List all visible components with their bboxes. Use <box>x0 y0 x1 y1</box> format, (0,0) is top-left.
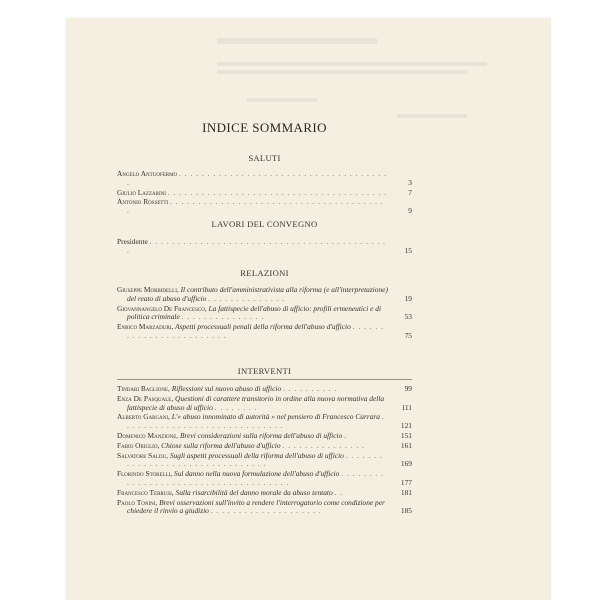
entry-author: Tindari Baglione, <box>117 384 170 393</box>
leader-dots: . . . . . . . . . . <box>283 384 338 393</box>
entry-page-number: 177 <box>400 477 412 487</box>
entry-title: Questioni di carattere transitorio in ordine alla nuova normativa della fattispecie di abuso di ufficio <box>127 393 385 412</box>
bleed-through <box>217 62 487 66</box>
entry-author: Florindo Storelli, <box>117 469 173 479</box>
toc-entry[interactable] <box>117 489 412 498</box>
section-heading-relazioni: RELAZIONI <box>240 268 289 278</box>
entry-page-number: 9 <box>408 206 412 216</box>
leader-dots: . . . . . . . . . . . . . . . . . . . . . . . . . . . . . . . . . . . . . . . <box>167 187 388 197</box>
entry-page-number: 19 <box>404 293 412 303</box>
entry-title: Riflessioni sul nuovo abuso di ufficio <box>171 384 282 393</box>
toc-entry[interactable] <box>117 189 412 198</box>
leader-dots: . . . . . . . . . . . . . . . . . . . . . . . . . . . . . . . . . . . . . . . <box>127 197 384 216</box>
entry-page-number: 75 <box>404 330 412 340</box>
leader-dots: . . . . . . . . . . . . . . . . . . . . <box>210 506 322 516</box>
leader-dots: . . . . . . . . . . . . . . <box>208 293 286 303</box>
entry-page-number: 53 <box>404 312 412 322</box>
toc-entry[interactable] <box>117 442 412 451</box>
leader-dots: . <box>344 430 347 440</box>
entry-author: Antonio Rossetti <box>117 197 169 207</box>
toc-entry[interactable] <box>117 170 412 188</box>
bleed-through <box>217 70 467 74</box>
entry-label: Presidente <box>117 237 148 246</box>
entry-author: Fabio Origlio, <box>117 440 160 450</box>
entry-author: Domenico Manzione, <box>117 430 179 440</box>
leader-dots: . . . . . . . . . . . . . . . . . . . . . . . . . . . . . . . . . . . . . . <box>127 169 387 187</box>
lavori-list <box>117 238 412 257</box>
toc-entry[interactable] <box>117 470 412 488</box>
leader-dots: . . . . . . . . . . . . . . . . . . . . . . . . . . . . . <box>127 412 385 431</box>
toc-entry[interactable] <box>117 413 412 431</box>
book-page <box>67 18 551 600</box>
entry-title: Il contributo dell'amministrativista alla riforma (e all'interpretazione) del reato di abuso d'ufficio <box>127 285 388 303</box>
entry-author: Salvatore Saldu, <box>117 450 168 460</box>
section-heading-lavori: LAVORI DEL CONVEGNO <box>211 219 318 229</box>
entry-title: Chiose sulla riforma dell'abuso d'ufficio <box>161 440 281 450</box>
entry-title: L'« abuso innominato di autorità » nel pensiero di Francesco Carrara <box>171 412 380 422</box>
section-heading-saluti: SALUTI <box>248 153 281 163</box>
toc-entry[interactable] <box>117 452 412 470</box>
entry-title: Sugli aspetti processuali della riforma dell'abuso di ufficio <box>169 450 344 460</box>
entry-page-number: 161 <box>400 440 412 450</box>
leader-dots: . . . . . . . . . . . . . . . <box>181 312 265 322</box>
entry-page-number: 181 <box>400 487 412 497</box>
relazioni-list <box>117 286 412 342</box>
toc-entry[interactable] <box>117 286 412 304</box>
leader-dots: . . . . . . . . . . . . . . . <box>282 440 365 450</box>
entry-title: Sulla risarcibilità del danno morale da abuso tentato <box>175 487 333 497</box>
entry-page-number: 99 <box>404 384 412 393</box>
toc-entry[interactable] <box>117 499 412 517</box>
entry-author: Giulio Lazzarini <box>117 187 166 197</box>
leader-dots: . . <box>334 487 344 497</box>
entry-title: Brevi osservazioni sull'invito a rendere l'interrogatorio come condizione per chiedere il rinvio a giudizio <box>127 497 385 516</box>
bleed-through <box>247 98 317 102</box>
entry-author: Alberto Gargani, <box>117 412 170 422</box>
toc-entry[interactable] <box>117 385 412 394</box>
entry-author: Giuseppe Morbidelli, <box>117 285 179 294</box>
entry-title: Sul danno nella nuova formulazione dell'abuso d'ufficio <box>174 469 340 479</box>
entry-page-number: 3 <box>408 177 412 187</box>
toc-entry[interactable] <box>117 305 412 323</box>
leader-dots: . . . . . . . . <box>214 402 258 412</box>
toc-entry[interactable] <box>117 395 412 413</box>
leader-dots: . . . . . . . . . . . . . . . . . . . . . . . . . . . . . . . . . . . . . <box>127 469 384 487</box>
interventi-list <box>117 385 412 517</box>
entry-title: La fattispecie dell'abuso di ufficio: profili ermeneutici e di politica criminale <box>127 303 382 322</box>
entry-author: Giovannangelo De Francesco, <box>117 303 207 313</box>
section-divider <box>117 379 412 380</box>
toc-entry[interactable] <box>117 198 412 216</box>
entry-author: Francesco Terrusi, <box>117 487 174 497</box>
entry-page-number: 7 <box>408 187 412 197</box>
entry-page-number: 111 <box>401 402 412 412</box>
entry-author: Paolo Tonini, <box>117 497 158 507</box>
entry-title: Brevi considerazioni sulla riforma dell'abuso di ufficio <box>180 430 343 440</box>
toc-entry[interactable] <box>117 432 412 441</box>
toc-entry[interactable] <box>117 238 412 256</box>
saluti-list <box>117 170 412 217</box>
toc-entry[interactable] <box>117 323 412 341</box>
entry-title: Aspetti processuali penali della riforma dell'abuso d'ufficio <box>175 322 351 332</box>
page-title: INDICE SOMMARIO <box>202 120 327 135</box>
leader-dots: . . . . . . . . . . . . . . . . . . . . . . . . . . . . . . . . <box>127 450 383 469</box>
bleed-through <box>397 114 467 118</box>
bleed-through <box>217 38 377 44</box>
leader-dots: . . . . . . . . . . . . . . . . . . . . . . . . . . . . . . . . . . . . . . . . . . . <box>127 237 387 255</box>
entry-page-number: 121 <box>400 421 412 431</box>
entry-page-number: 151 <box>400 430 412 440</box>
entry-author: Angelo Antuofermo <box>117 169 178 178</box>
leader-dots: . . . . . . . . . . . . . . . . . . . . . . . . <box>127 322 384 340</box>
entry-page-number: 169 <box>400 459 412 469</box>
entry-page-number: 15 <box>404 245 412 255</box>
entry-page-number: 185 <box>400 506 412 516</box>
entry-author: Enrico Marzaduri, <box>117 322 174 332</box>
section-heading-interventi: INTERVENTI <box>237 366 292 376</box>
entry-author: Enza De Pasquale, <box>117 393 174 403</box>
